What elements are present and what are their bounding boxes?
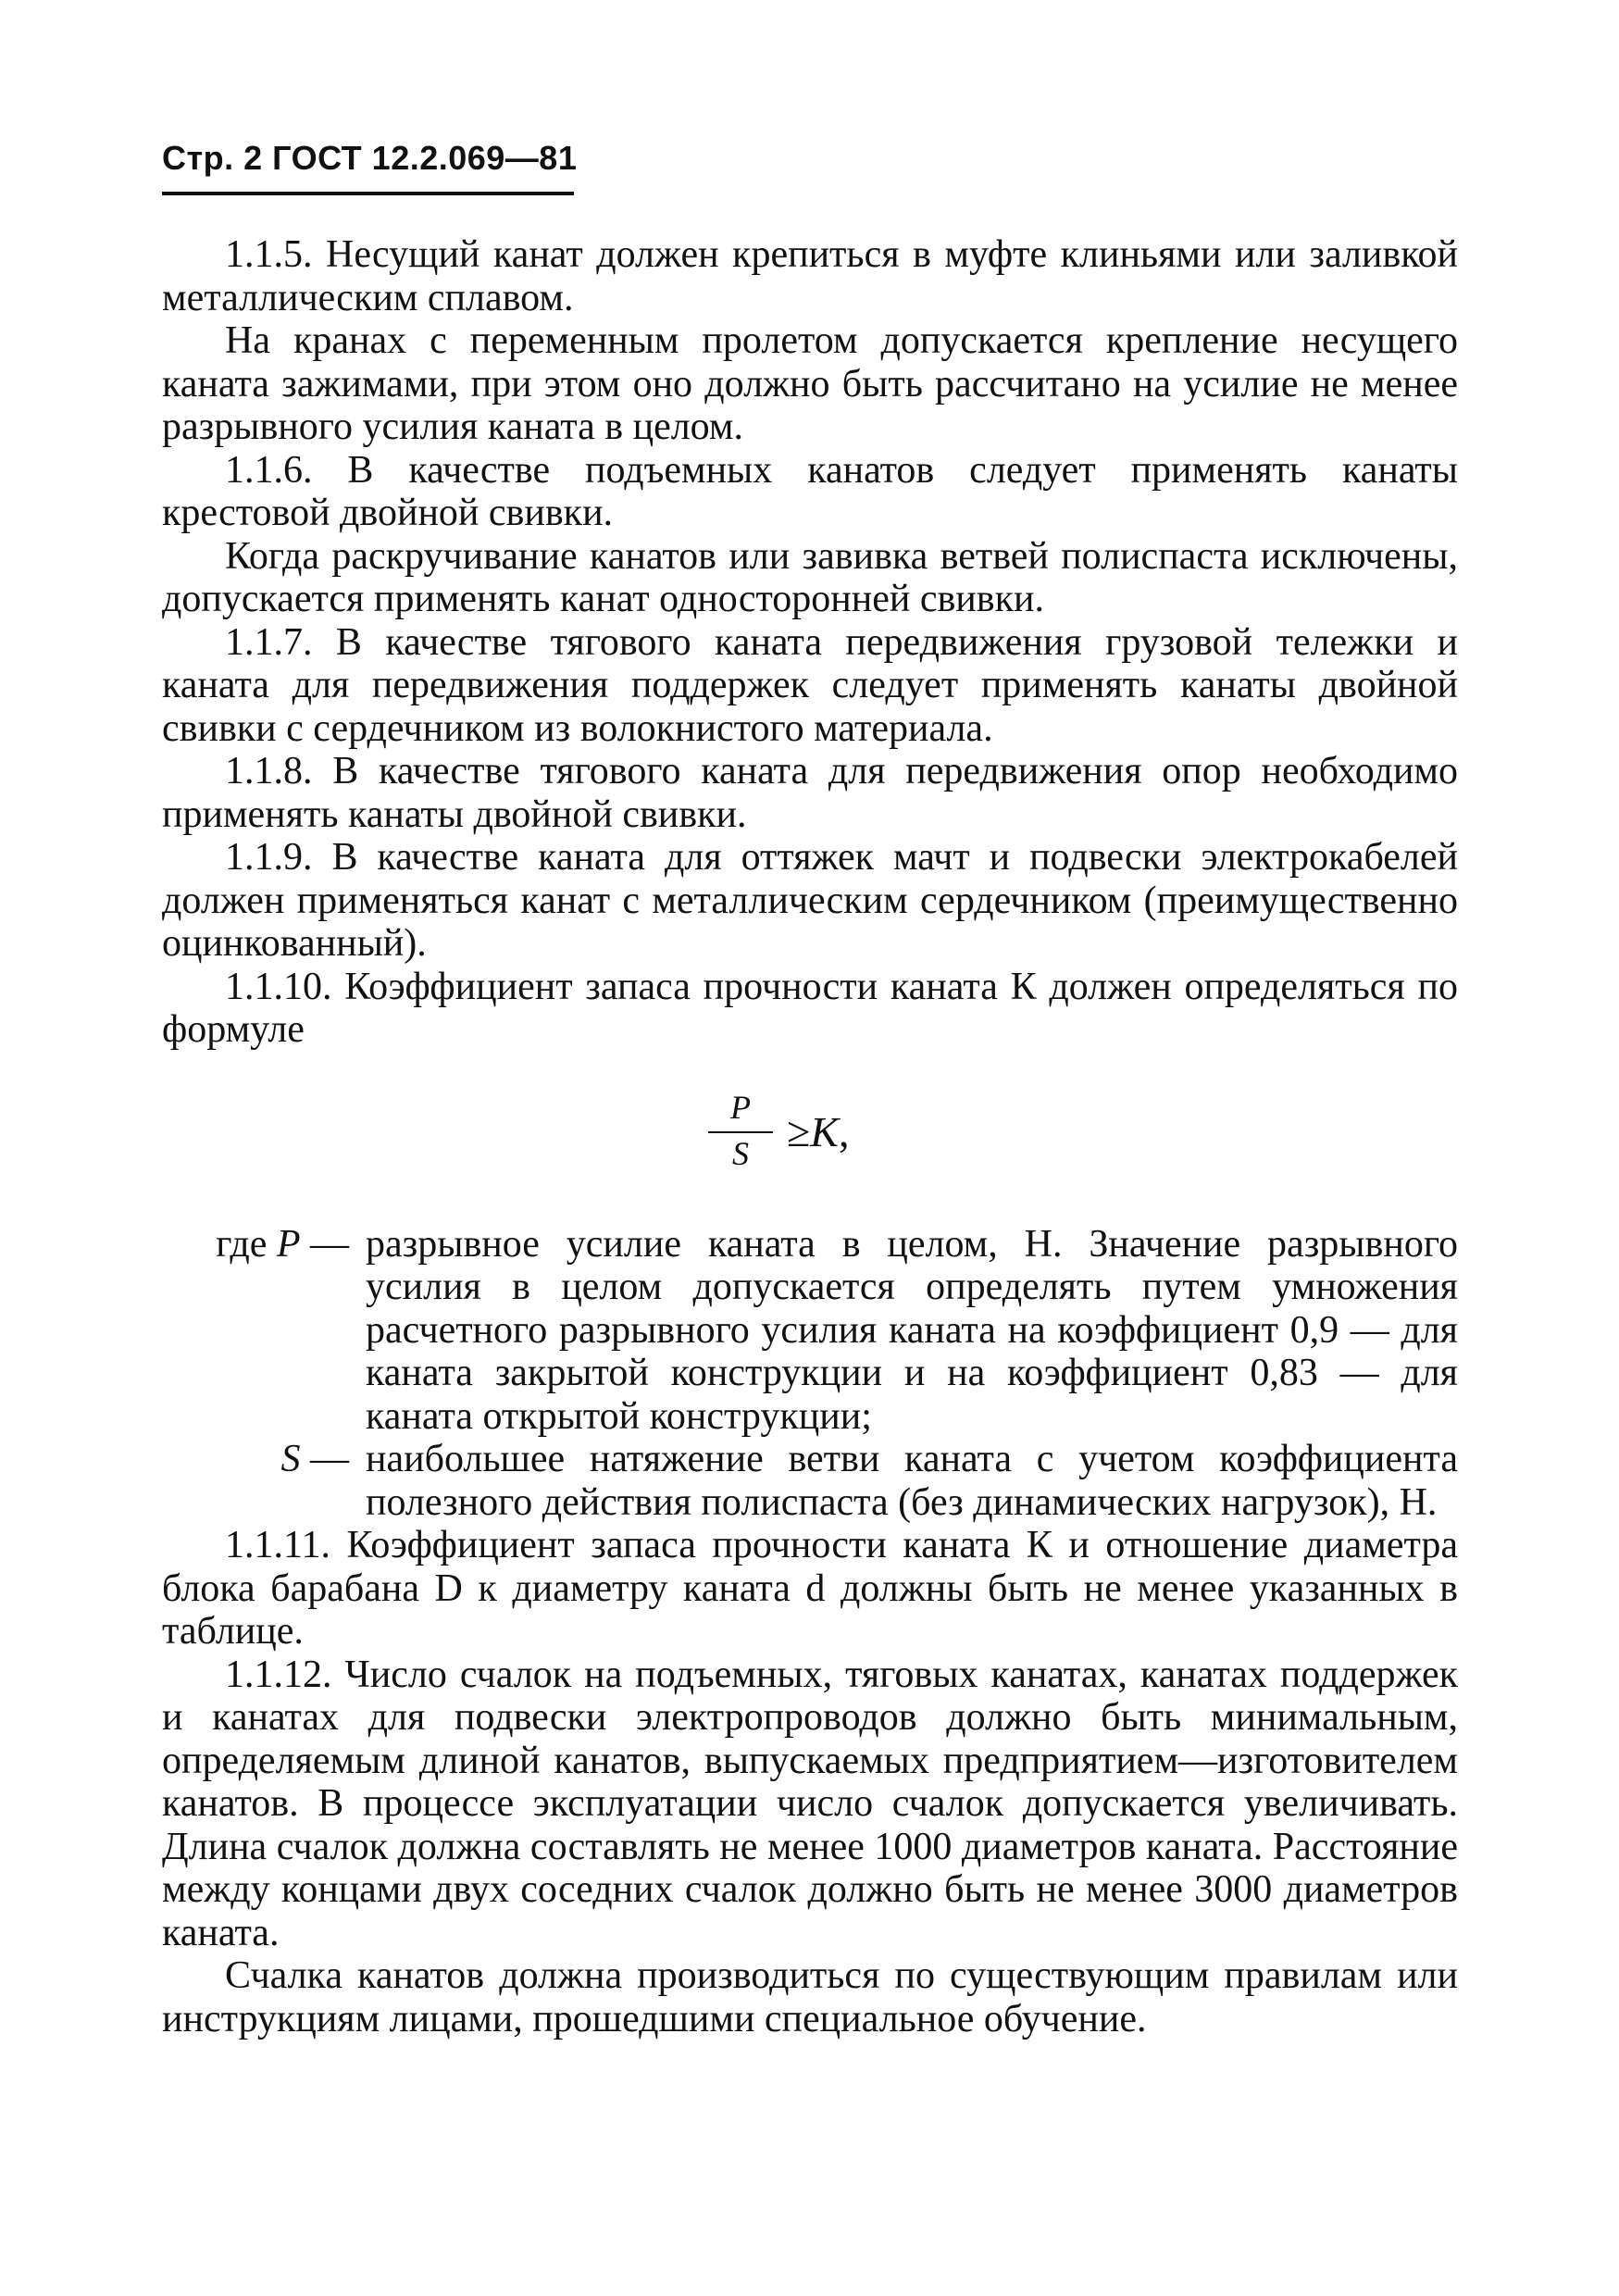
formula-numerator: P (730, 1088, 751, 1126)
definition-symbol: P (276, 1222, 301, 1266)
running-head: Стр. 2 ГОСТ 12.2.069—81 (162, 139, 578, 177)
clause-1-1-7: 1.1.7. В качестве тягового каната передвижения грузовой тележки и каната для передвижения поддержек следует применять канаты двойной свивки с сердечником из волокнистого материала. (162, 620, 1458, 750)
formula-definitions (162, 1223, 1458, 1525)
formula-inequality (787, 1109, 849, 1155)
clause-1-1-5: 1.1.5. Несущий канат должен крепиться в муфте клиньями или заливкой металлическим сплавом. (162, 233, 1458, 319)
header-rule (162, 192, 574, 195)
clause-1-1-11: 1.1.11. Коэффициент запаса прочности каната К и отношение диаметра блока барабана D к диаметру каната d должны быть не менее указанных в таблице. (162, 1524, 1458, 1653)
definition-p (162, 1223, 1458, 1439)
definition-dash: — (310, 1222, 349, 1266)
formula-fraction (708, 1089, 773, 1181)
formula-trailing-comma: , (838, 1107, 850, 1155)
definition-lead: где (216, 1222, 268, 1266)
safety-factor-formula (162, 1052, 1458, 1223)
clause-1-1-12: 1.1.12. Число счалок на подъемных, тяговых канатах, канатах поддержек и канатах для подвески электропроводов должно быть минимальным, определяемым длиной канатов, выпускаемых предприятием—изготовителем канатов. В процессе эксплуатации число счалок допускается увеличивать. Длина счалок должна составлять не менее 1000 диаметров каната. Расстояние между концами двух соседних счалок должно быть не менее 3000 диаметров каната. (162, 1653, 1458, 1954)
definition-term (162, 1438, 366, 1524)
definition-s (162, 1438, 1458, 1524)
definition-symbol: S (280, 1438, 301, 1480)
definition-dash: — (310, 1438, 349, 1480)
formula-rhs: K (810, 1107, 839, 1155)
definition-term (162, 1223, 366, 1439)
formula-relation: ≥ (787, 1107, 811, 1155)
fraction-bar (708, 1131, 773, 1133)
paragraph-one-sided-lay: Когда раскручивание канатов или завивка ветвей полиспаста исключены, допускается применять канат односторонней свивки. (162, 534, 1458, 620)
definition-text: разрывное усилие каната в целом, Н. Значение разрывного усилия в целом допускается определять путем умножения расчетного разрывного усилия каната на коэффициент 0,9 — для каната закрытой конструкции и на коэффициент 0,83 — для каната открытой конструкции; (366, 1222, 1458, 1438)
paragraph-variable-span-clamps: На кранах с переменным пролетом допускается крепление несущего каната зажимами, при этом оно должно быть рассчитано на усилие не менее разрывного усилия каната в целом. (162, 319, 1458, 448)
definition-text: наибольшее натяжение ветви каната с учетом коэффициента полезного действия полиспаста (без динамических нагрузок), Н. (366, 1438, 1458, 1524)
clause-1-1-6: 1.1.6. В качестве подъемных канатов следует применять канаты крестовой двойной свивки. (162, 448, 1458, 534)
clause-1-1-8: 1.1.8. В качестве тягового каната для передвижения опор необходимо применять канаты двойной свивки. (162, 750, 1458, 836)
formula-denominator: S (732, 1134, 749, 1172)
paragraph-splicing-rules: Счалка канатов должна производиться по существующим правилам или инструкциям лицами, прошедшими специальное обучение. (162, 1954, 1458, 2040)
clause-1-1-9: 1.1.9. В качестве каната для оттяжек мачт и подвески электрокабелей должен применяться канат с металлическим сердечником (преимущественно оцинкованный). (162, 836, 1458, 965)
clause-1-1-10: 1.1.10. Коэффициент запаса прочности каната К должен определяться по формуле (162, 965, 1458, 1051)
body-text (162, 233, 1458, 2040)
